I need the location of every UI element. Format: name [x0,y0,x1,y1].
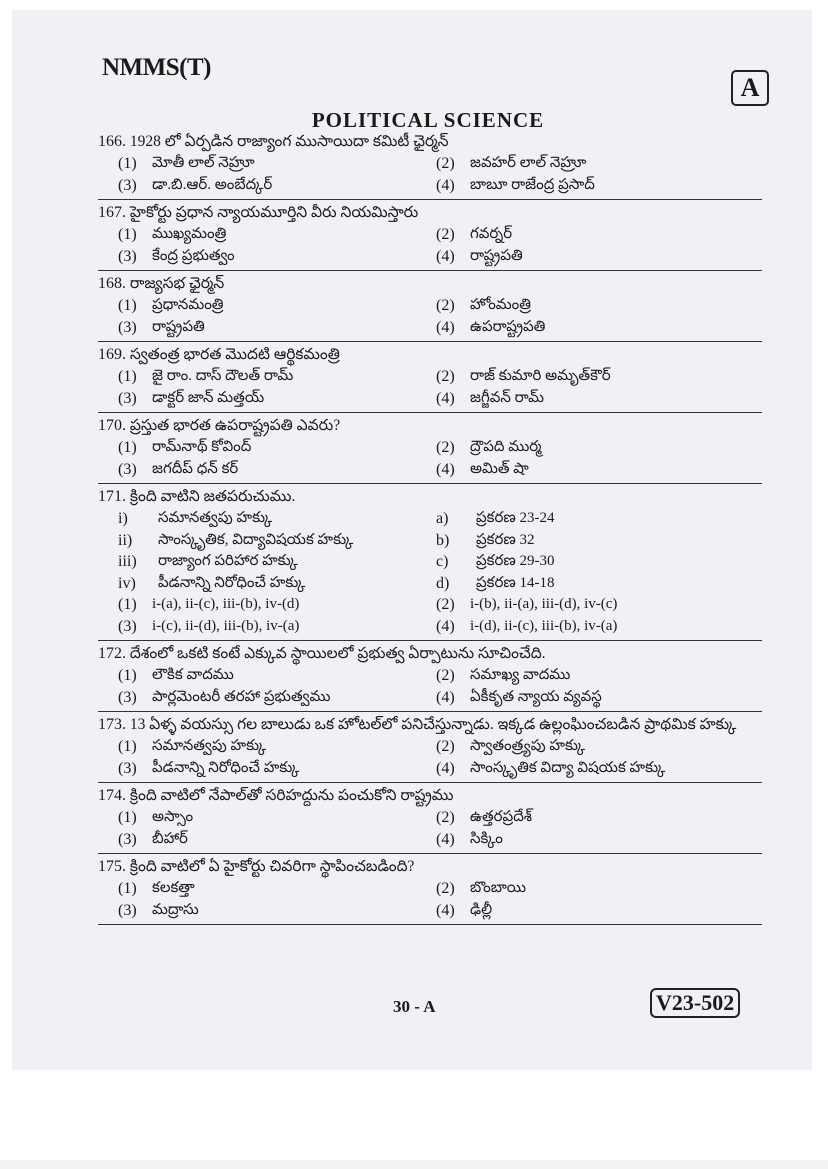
match-left-item: iv) పీడనాన్ని నిరోధించే హక్కు [118,574,306,592]
option: (3) కేంద్ర ప్రభుత్వం [118,247,235,265]
question-168 [98,273,762,342]
question-171 [98,486,762,641]
match-right-item: a) ప్రకరణ 23-24 [436,510,555,527]
option: (4) i-(d), ii-(c), iii-(b), iv-(a) [436,617,618,635]
match-right-item: b) ప్రకరణ 32 [436,531,535,549]
question-169 [98,344,762,413]
option: (1) ముఖ్యమంత్రి [118,226,227,243]
option: (3) బీహార్ [118,830,188,848]
option: (2) స్వాతంత్ర్యపు హక్కు [436,738,586,755]
question-167 [98,202,762,271]
question-number: 173. [98,716,126,733]
option: (4) జగ్జీవన్ రామ్ [436,389,545,407]
option: (4) సిక్కిం [436,830,503,848]
question-number: 166. [98,133,126,150]
question-number: 172. [98,645,126,662]
match-left-item: ii) సాంస్కృతిక, విద్యావిషయక హక్కు [118,531,354,549]
option: (3) జగదీప్ ధన్ కర్ [118,460,239,478]
option: (4) బాబూ రాజేంద్ర ప్రసాద్ [436,176,595,194]
question-number: 169. [98,346,126,363]
option: (3) రాష్ట్రపతి [118,318,205,336]
option: (3) మద్రాసు [118,901,199,919]
question-text: 13 ఏళ్ళ వయస్సు గల బాలుడు ఒక హోటల్‌లో పనిచేస్తున్నాడు. ఇక్కడ ఉల్లంఘించబడిన ప్రాథమిక హక్కు [129,716,737,733]
match-table [98,508,762,594]
question-number: 170. [98,417,126,434]
question-number: 168. [98,275,126,292]
question-text: క్రింది వాటిలో ఏ హైకోర్టు చివరిగా స్థాపించబడింది? [129,858,415,875]
option: (3) డా.బి.ఆర్. అంబేద్కర్ [118,176,273,194]
option: (1) ప్రధానమంత్రి [118,297,224,314]
option: (3) i-(c), ii-(d), iii-(b), iv-(a) [118,617,300,635]
option: (4) రాష్ట్రపతి [436,247,523,265]
option: (4) ఉపరాష్ట్రపతి [436,318,546,336]
question-172 [98,643,762,712]
option: (2) గవర్నర్ [436,226,513,243]
exam-code: NMMS(T) [102,54,211,81]
option: (3) పీడనాన్ని నిరోధించే హక్కు [118,759,300,777]
option: (1) సమానత్వపు హక్కు [118,738,267,755]
option: (2) జవహర్ లాల్ నెహ్రూ [436,155,587,172]
option: (4) అమిత్ షా [436,460,529,478]
match-left-item: i) సమానత్వపు హక్కు [118,510,273,527]
question-text: 1928 లో ఏర్పడిన రాజ్యాంగ ముసాయిదా కమిటీ ఛైర్మన్ [129,133,449,150]
question-number: 175. [98,858,126,875]
question-text: క్రింది వాటిని జతపరుచుము. [129,488,296,505]
option: (1) కలకత్తా [118,880,195,897]
set-badge: A [731,70,769,106]
option: (2) i-(b), ii-(a), iii-(d), iv-(c) [436,596,618,613]
bottom-margin [0,1160,828,1169]
option: (3) డాక్టర్ జాన్ మత్తయ్ [118,389,265,407]
question-number: 167. [98,204,126,221]
option: (1) అస్సాం [118,809,194,826]
question-text: స్వతంత్ర భారత మొదటి ఆర్థికమంత్రి [129,346,340,363]
question-text: హైకోర్టు ప్రధాన న్యాయమూర్తిని వీరు నియమిస్తారు [129,204,419,221]
option: (4) ఢిల్లీ [436,901,493,919]
question-166 [98,131,762,200]
option: (1) i-(a), ii-(c), iii-(b), iv-(d) [118,596,300,613]
option: (3) పార్లమెంటరీ తరహా ప్రభుత్వము [118,688,331,706]
subject-title: POLITICAL SCIENCE [311,108,545,132]
question-number: 174. [98,787,126,804]
question-text: దేశంలో ఒకటి కంటే ఎక్కువ స్థాయిలలో ప్రభుత్వ ఏర్పాటును సూచించేది. [129,645,546,662]
option: (1) జై రాం. దాస్ దౌలత్ రామ్ [118,368,294,385]
match-right-item: d) ప్రకరణ 14-18 [436,574,555,592]
booklet-code: V23-502 [650,988,740,1018]
question-170 [98,415,762,484]
option: (1) లౌకిక వాదము [118,667,234,684]
option: (1) మోతీ లాల్ నెహ్రూ [118,155,255,172]
match-right-item: c) ప్రకరణ 29-30 [436,553,555,570]
option: (2) హోంమంత్రి [436,297,532,314]
page-number: 30 - A [393,997,436,1016]
option: (1) రామ్‌నాథ్ కోవింద్ [118,439,252,456]
question-number: 171. [98,488,126,505]
option: (4) సాంస్కృతిక విద్యా విషయక హక్కు [436,759,666,777]
option: (2) సమాఖ్య వాదము [436,667,571,684]
option: (4) ఏకీకృత న్యాయ వ్యవస్థ [436,688,602,706]
question-175 [98,856,762,925]
option: (2) ఉత్తరప్రదేశ్ [436,809,533,826]
question-173 [98,714,762,783]
match-left-item: iii) రాజ్యాంగ పరిహార హక్కు [118,553,298,570]
question-text: రాజ్యసభ ఛైర్మన్ [129,275,225,292]
option: (2) రాజ్ కుమారి అమృత్‌కౌర్ [436,368,611,385]
option: (2) బొంబాయి [436,880,527,897]
option: (2) ద్రౌపది ముర్మ [436,439,542,456]
question-174 [98,785,762,854]
question-list [98,131,762,927]
question-text: క్రింది వాటిలో నేపాల్‌తో సరిహద్దును పంచుకోని రాష్ట్రము [129,787,454,804]
question-text: ప్రస్తుత భారత ఉపరాష్ట్రపతి ఎవరు? [129,417,341,434]
